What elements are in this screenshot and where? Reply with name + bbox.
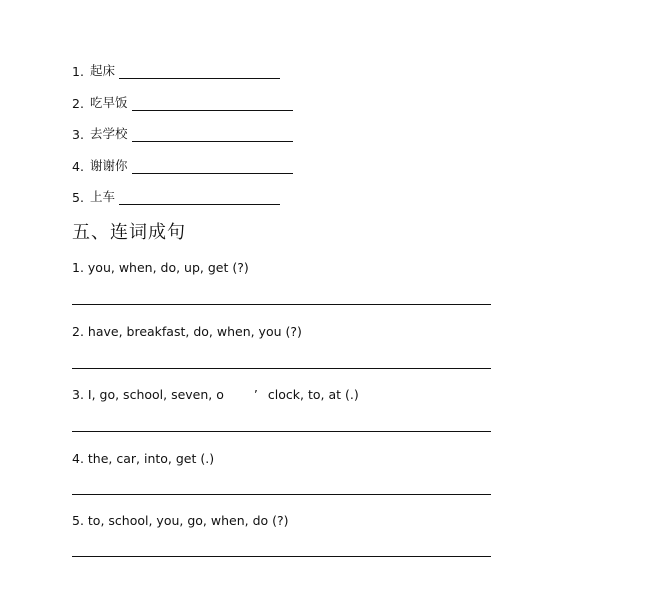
question-text-part1: 3. I, go, school, seven, o xyxy=(72,387,224,402)
answer-line[interactable] xyxy=(72,304,491,305)
translation-item xyxy=(72,156,293,174)
translation-item xyxy=(72,124,293,142)
apostrophe: ’ xyxy=(253,387,258,402)
chinese-word: 去学校 xyxy=(90,126,128,141)
answer-blank[interactable] xyxy=(119,194,280,205)
question-text: 4. the, car, into, get (.) xyxy=(72,451,215,466)
answer-blank[interactable] xyxy=(132,163,293,174)
item-number: 5. xyxy=(72,190,84,205)
chinese-word: 起床 xyxy=(90,63,116,78)
item-number: 4. xyxy=(72,159,84,174)
question-text-part2: clock, to, at (.) xyxy=(267,387,359,402)
item-number: 2. xyxy=(72,96,84,111)
chinese-word: 上车 xyxy=(90,189,116,204)
translation-item xyxy=(72,93,293,111)
answer-line[interactable] xyxy=(72,556,491,557)
question-text: 2. have, breakfast, do, when, you (?) xyxy=(72,324,302,339)
chinese-word: 谢谢你 xyxy=(90,158,128,173)
answer-line[interactable] xyxy=(72,431,491,432)
answer-line[interactable] xyxy=(72,368,491,369)
answer-blank[interactable] xyxy=(132,100,293,111)
question-text: 1. you, when, do, up, get (?) xyxy=(72,260,249,275)
answer-blank[interactable] xyxy=(119,68,280,79)
question-text: 5. to, school, you, go, when, do (?) xyxy=(72,513,289,528)
chinese-word: 吃早饭 xyxy=(90,95,128,110)
answer-line[interactable] xyxy=(72,494,491,495)
item-number: 1. xyxy=(72,64,84,79)
item-number: 3. xyxy=(72,127,84,142)
section-title: 五、连词成句 xyxy=(72,222,186,243)
translation-item xyxy=(72,187,280,205)
translation-item xyxy=(72,61,280,79)
answer-blank[interactable] xyxy=(132,131,293,142)
question-text xyxy=(72,387,359,402)
